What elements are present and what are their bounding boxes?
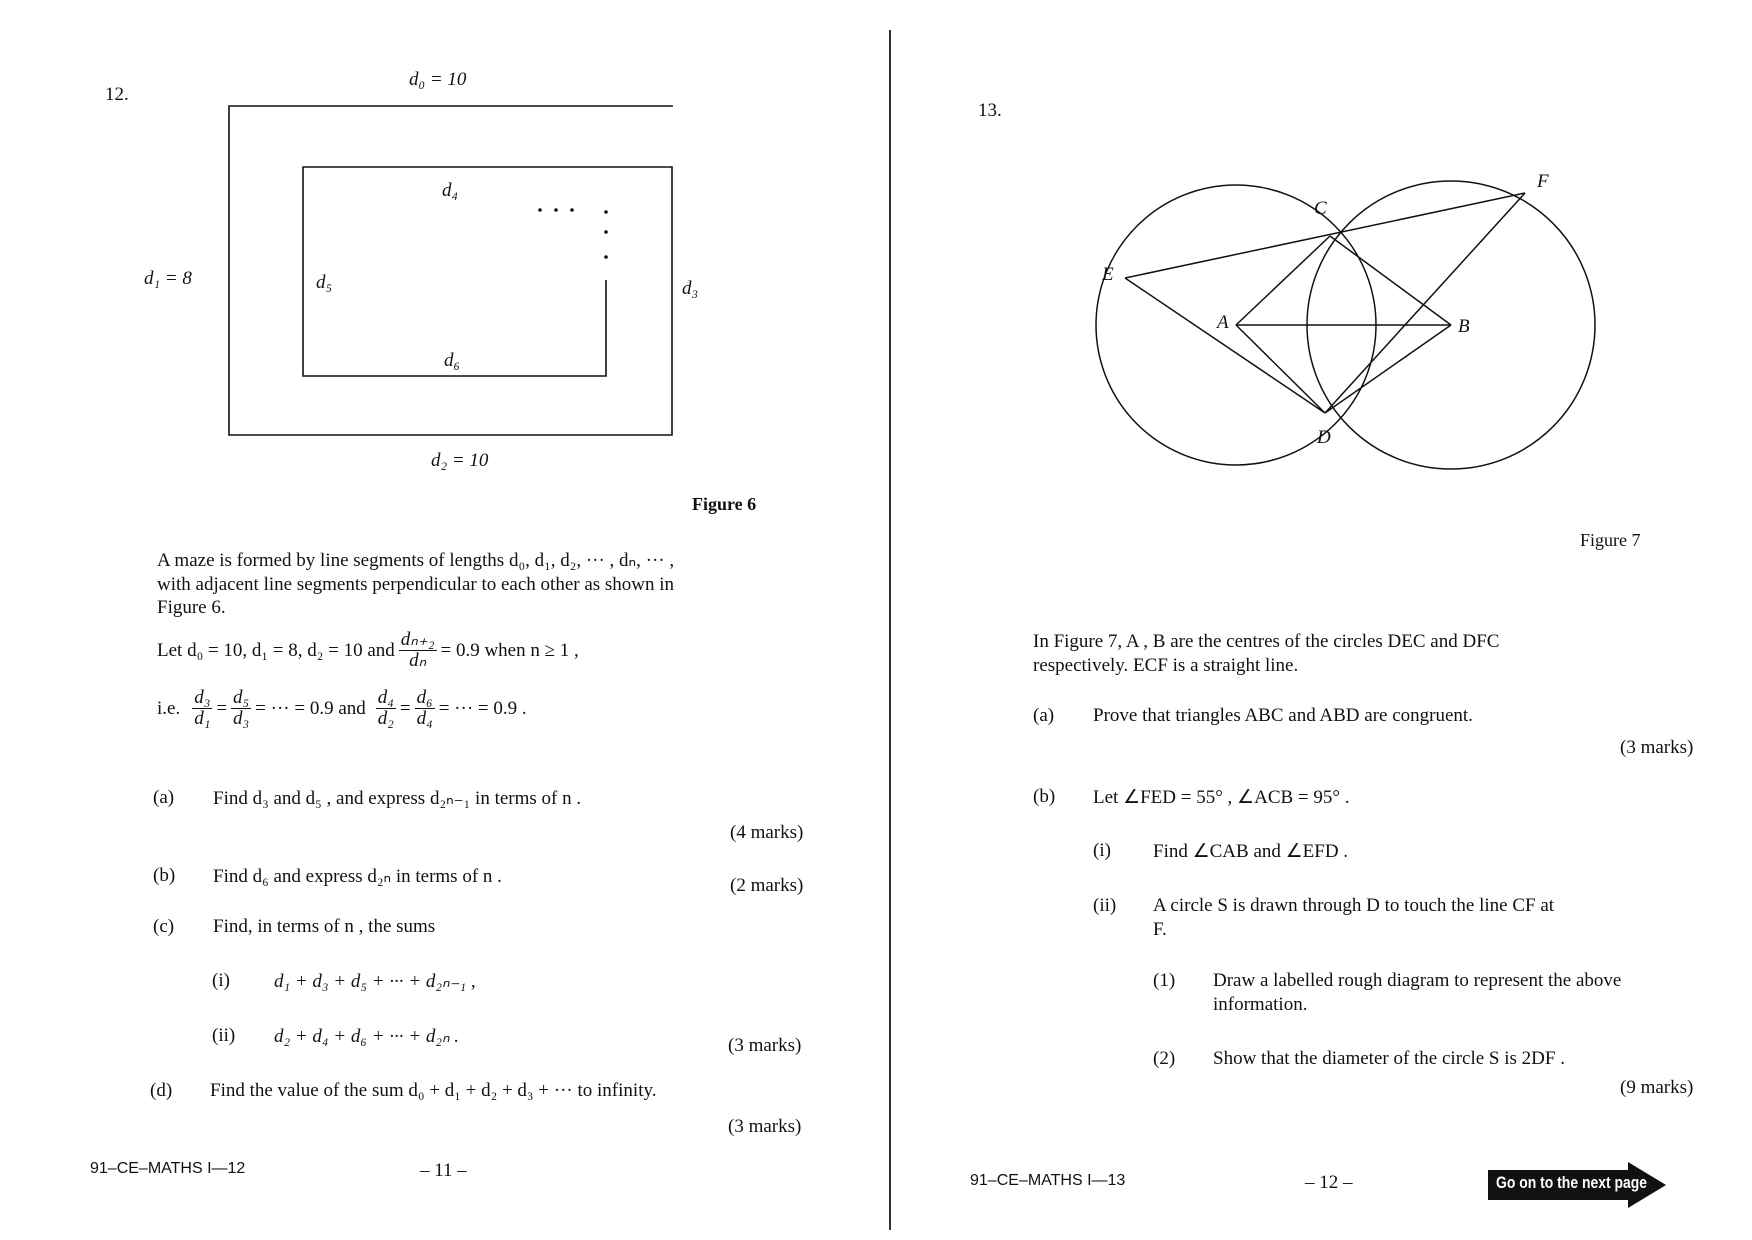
q12-part-c-label: (c) (153, 916, 175, 937)
q13-part-a-label: (a) (1033, 705, 1055, 726)
q12-part-d-text: Find the value of the sum d₀ + d₁ + d₂ + d₃ + ··· to infinity. (210, 1080, 657, 1101)
figure-7-caption: Figure 7 (1580, 530, 1641, 550)
point-F-label: F (1537, 171, 1549, 192)
q13-part-b-ii-label: (ii) (1093, 895, 1117, 916)
q13-part-b-label: (b) (1033, 786, 1056, 807)
q12-part-a-marks: (4 marks) (730, 822, 804, 843)
line-AC (1236, 236, 1330, 325)
point-E-label: E (1102, 264, 1114, 285)
q12-part-d-label: (d) (150, 1080, 173, 1101)
recurrence-fraction (399, 630, 437, 671)
next-page-label: Go on to the next page (1496, 1173, 1648, 1192)
q12-part-b-label: (b) (153, 865, 176, 886)
q13-part-b-i-text: Find ∠CAB and ∠EFD . (1153, 841, 1349, 862)
right-footer-code: 91–CE–MATHS I—13 (970, 1172, 1126, 1189)
q12-intro-line3: Figure 6. (157, 597, 226, 618)
q13-part-b-ii-1-line1: Draw a labelled rough diagram to represent the above (1213, 970, 1622, 991)
frac-num: dₙ₊₂ (400, 629, 435, 650)
q13-part-b-i-label: (i) (1093, 840, 1111, 861)
point-B-label: B (1458, 316, 1470, 337)
figure-7-circles (1080, 160, 1640, 500)
line-ED (1125, 278, 1325, 413)
question-number-12: 12. (105, 84, 129, 105)
q12-part-c-i-label: (i) (212, 970, 230, 991)
label-d2: d₂ = 10 (431, 450, 489, 471)
label-d1: d₁ = 8 (144, 268, 192, 289)
point-A-label: A (1217, 312, 1229, 333)
q12-part-c-text: Find, in terms of n , the sums (213, 916, 436, 937)
label-d6: d₆ (444, 350, 461, 371)
ratio-d5-d3: $\frac{\text{d₅}}{\text{d₃}}$ (233, 687, 250, 729)
q13-part-a-marks: (3 marks) (1620, 737, 1694, 758)
line-AD (1236, 325, 1325, 413)
ie-label: i.e. (157, 697, 181, 719)
let-prefix: Let d₀ = 10, d₁ = 8, d₂ = 10 and (157, 639, 395, 661)
label-d4: d₄ (442, 180, 459, 201)
let-suffix: = 0.9 when n ≥ 1 , (440, 639, 579, 661)
q12-part-a-text: Find d₃ and d₅ , and express d₂ₙ₋₁ in terms of n . (213, 788, 582, 809)
q13-intro-line2: respectively. ECF is a straight line. (1033, 655, 1299, 676)
q13-part-b-text: Let ∠FED = 55° , ∠ACB = 95° . (1093, 787, 1350, 808)
maze-dots (538, 208, 608, 259)
line-FD (1325, 193, 1525, 413)
q13-part-b-ii-2-text: Show that the diameter of the circle S is 2DF . (1213, 1048, 1565, 1069)
q13-part-b-ii-line1: A circle S is drawn through D to touch the line CF at (1153, 895, 1555, 916)
q12-part-c-marks: (3 marks) (728, 1035, 802, 1056)
figure-6-maze (120, 60, 760, 480)
point-D-label: D (1317, 427, 1331, 448)
q12-part-b-marks: (2 marks) (730, 875, 804, 896)
left-page-number: – 11 – (420, 1160, 467, 1181)
label-d0: d₀ = 10 (409, 69, 467, 90)
q12-part-b-text: Find d₆ and express d₂ₙ in terms of n . (213, 866, 502, 887)
maze-path (229, 106, 673, 435)
q12-ie-line: i.e. $\frac{\text{d₃}}{\text{d₁}}$ = $\frac{\text{d₅}}{\text{d₃}}$ = ··· = 0.9 and $\frac{\text{d₄}}{\text{d₂}}$ = $\frac{\text{d₆}}{\text{d₄}}$ = ··· = 0.9 . (157, 687, 527, 729)
line-BC (1330, 236, 1451, 325)
ie-end: = ··· = 0.9 . (438, 697, 527, 719)
q13-part-b-ii-1-line2: information. (1213, 994, 1308, 1015)
q12-part-d-marks: (3 marks) (728, 1116, 802, 1137)
q13-intro-line1: In Figure 7, A , B are the centres of the circles DEC and DFC (1033, 631, 1500, 652)
next-page-button[interactable] (1488, 1162, 1666, 1208)
right-page-number: – 12 – (1305, 1172, 1353, 1193)
label-d5: d₅ (316, 272, 333, 293)
page-divider (889, 30, 891, 1230)
q13-part-b-ii-1-label: (1) (1153, 970, 1176, 991)
label-d3: d₃ (682, 278, 699, 299)
q12-let-line (157, 630, 579, 671)
ratio-d3-d1: $\frac{\text{d₃}}{\text{d₁}}$ (194, 687, 211, 729)
ratio-d4-d2: $\frac{\text{d₄}}{\text{d₂}}$ (377, 687, 394, 729)
q12-part-c-ii-label: (ii) (212, 1025, 236, 1046)
question-number-13: 13. (978, 100, 1002, 121)
ie-mid: = ··· = 0.9 and (255, 697, 366, 719)
q12-intro-line2: with adjacent line segments perpendicular to each other as shown in (157, 574, 675, 595)
point-C-label: C (1314, 198, 1327, 219)
q12-part-a-label: (a) (153, 787, 175, 808)
q13-part-b-marks: (9 marks) (1620, 1077, 1694, 1098)
figure-6-caption: Figure 6 (692, 494, 757, 514)
q13-part-b-ii-2-label: (2) (1153, 1048, 1176, 1069)
q13-part-b-ii-line2: F. (1153, 919, 1167, 940)
line-BD (1325, 325, 1451, 413)
q12-part-c-ii-text: d₂ + d₄ + d₆ + ··· + d₂ₙ . (274, 1026, 460, 1047)
q12-part-c-i-text: d₁ + d₃ + d₅ + ··· + d₂ₙ₋₁ , (274, 971, 476, 992)
left-footer-code: 91–CE–MATHS I—12 (90, 1160, 246, 1177)
q13-part-a-text: Prove that triangles ABC and ABD are congruent. (1093, 705, 1473, 726)
frac-den: dₙ (409, 650, 427, 671)
q12-intro-line1: A maze is formed by line segments of lengths d₀, d₁, d₂, ··· , dₙ, ··· , (157, 550, 675, 571)
ratio-d6-d4: $\frac{\text{d₆}}{\text{d₄}}$ (416, 687, 433, 729)
